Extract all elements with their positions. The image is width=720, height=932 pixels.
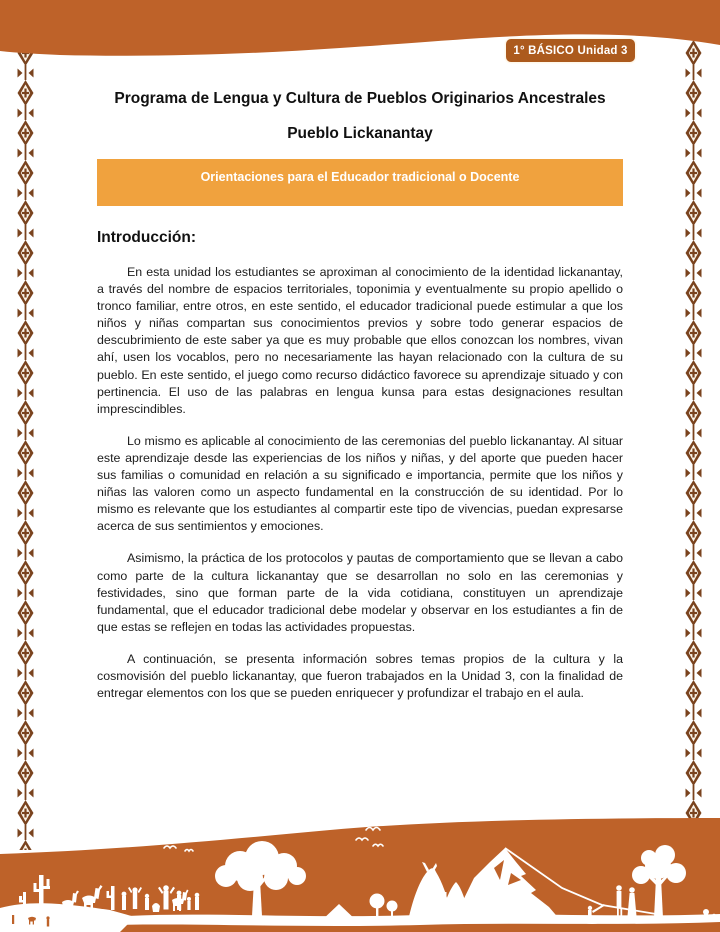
- orientation-banner: [97, 159, 623, 206]
- document-subtitle: Pueblo Lickanantay: [287, 125, 433, 142]
- document-title: Programa de Lengua y Cultura de Pueblos Originarios Ancestrales: [114, 90, 606, 107]
- left-border-pattern-icon: [17, 40, 34, 850]
- paragraph-3: Asimismo, la práctica de los protocolos y pautas de comportamiento que se llevan a cabo como parte de la cultura lickanantay que se desarrollan no solo en las ceremonias y festividades, sino que forman parte de la vida cotidiana, constituyen un aprendizaje fundamental, que el educador tradicional debe modelar y observar en los estudiantes a fin de que estas se reflejen en todas las actividades propuestas.: [97, 551, 623, 634]
- right-border-pattern-icon: [685, 40, 702, 850]
- body-text: [97, 264, 623, 717]
- bottom-landscape-decoration: [0, 818, 720, 932]
- paragraph-4: A continuación, se presenta información sobres temas propios de la cultura y la cosmovisión del pueblo lickanantay, que fueron trabajados en la Unidad 3, con la finalidad de entregar elementos con los que se pueden enriquecer y profundizar el trabajo en el aula.: [97, 651, 623, 701]
- grade-unit-badge: [506, 39, 635, 62]
- grade-unit-badge-label: 1° BÁSICO Unidad 3: [513, 44, 628, 57]
- orientation-banner-label: Orientaciones para el Educador tradicional o Docente: [200, 170, 520, 184]
- paragraph-2: Lo mismo es aplicable al conocimiento de las ceremonias del pueblo lickanantay. Al situar este aprendizaje desde las experiencias de los niños y niñas, y del aporte que pueden hacer sus familias o comunidad en relación a su significado e importancia, permite que los niños y niñas las valoren como un aspecto fundamental en la construcción de su identidad. Por lo mismo es relevante que los estudiantes al compartir este tipo de vivencias, puedan expresarse acerca de sus sentimientos y emociones.: [97, 433, 623, 534]
- section-heading: Introducción:: [97, 229, 197, 246]
- paragraph-1: En esta unidad los estudiantes se aproximan al conocimiento de la identidad lickanantay, a través del nombre de espacios territoriales, toponimia y eventualmente su propio apellido o tronco familiar, entre otros, en este sentido, el educador tradicional puede estimular a que los niños y niñas compartan sus conocimientos previos y sobre todo generar espacios de descubrimiento de este saber ya que es muy probable que ellos conozcan los nombres, vivan ahí, usen los vocablos, pero no necesariamente las hayan relacionado con la cultura de su pueblo. En este sentido, el juego como recurso didáctico favorece su aprendizaje situado y con pertinencia. El uso de las palabras en lengua kunsa para estas designaciones resultan imprescindibles.: [97, 265, 623, 416]
